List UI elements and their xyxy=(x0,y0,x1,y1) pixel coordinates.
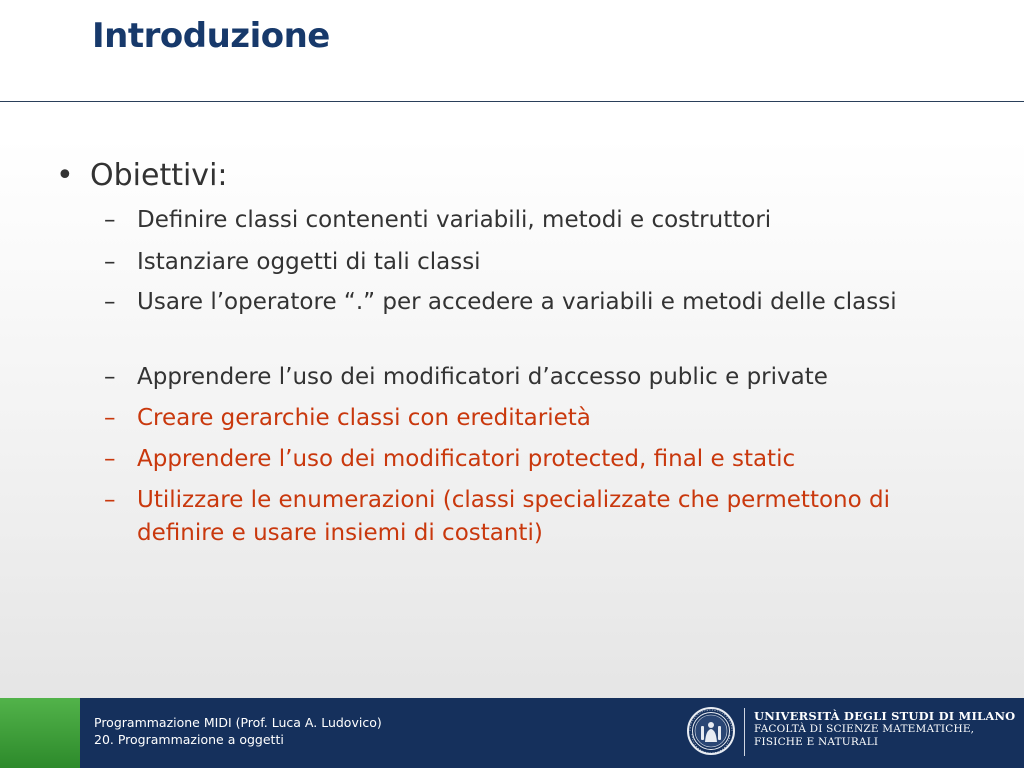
sub-item-6 xyxy=(104,443,924,476)
sub-item-text: Apprendere l’uso dei modificatori protected, final e static xyxy=(137,446,796,472)
bullet-text: Obiettivi: xyxy=(90,158,228,193)
bullet-symbol: • xyxy=(56,158,74,193)
slide-title: Introduzione xyxy=(92,16,330,56)
university-seal-icon xyxy=(686,706,736,756)
sub-item-5 xyxy=(104,402,924,435)
footer-course: Programmazione MIDI (Prof. Luca A. Ludovico) xyxy=(94,715,382,730)
sub-item-2 xyxy=(104,246,924,279)
title-divider xyxy=(0,101,1024,102)
footer-course-info xyxy=(94,714,382,748)
sub-item-3 xyxy=(104,286,924,319)
sub-item-1 xyxy=(104,204,924,237)
slide-footer xyxy=(0,698,1024,768)
sub-item-dash: – xyxy=(104,289,116,315)
sub-item-text: Utilizzare le enumerazioni (classi specializzate che permettono di definire e usare insiemi di costanti) xyxy=(137,487,890,546)
faculty-line-2: FISICHE E NATURALI xyxy=(754,736,879,748)
sub-item-text: Usare l’operatore “.” per accedere a variabili e metodi delle classi xyxy=(137,289,897,315)
sub-item-dash: – xyxy=(104,487,116,513)
footer-lecture: 20. Programmazione a oggetti xyxy=(94,732,284,747)
sub-item-7 xyxy=(104,484,924,550)
university-logo-text xyxy=(754,710,1015,749)
sub-item-4 xyxy=(104,361,924,394)
sub-item-text: Istanziare oggetti di tali classi xyxy=(137,249,481,275)
sub-item-text: Apprendere l’uso dei modificatori d’accesso public e private xyxy=(137,364,828,390)
sub-item-text: Definire classi contenenti variabili, metodi e costruttori xyxy=(137,207,772,233)
sub-item-dash: – xyxy=(104,405,116,431)
faculty-line-1: FACOLTÀ DI SCIENZE MATEMATICHE, xyxy=(754,723,975,735)
sub-item-dash: – xyxy=(104,446,116,472)
sub-item-dash: – xyxy=(104,249,116,275)
sub-item-dash: – xyxy=(104,207,116,233)
sub-item-text: Creare gerarchie classi con ereditarietà xyxy=(137,405,591,431)
footer-accent-block xyxy=(0,698,80,768)
sub-item-dash: – xyxy=(104,364,116,390)
university-name: UNIVERSITÀ DEGLI STUDI DI MILANO xyxy=(754,709,1016,723)
footer-divider xyxy=(744,708,745,756)
main-bullet xyxy=(56,158,228,193)
